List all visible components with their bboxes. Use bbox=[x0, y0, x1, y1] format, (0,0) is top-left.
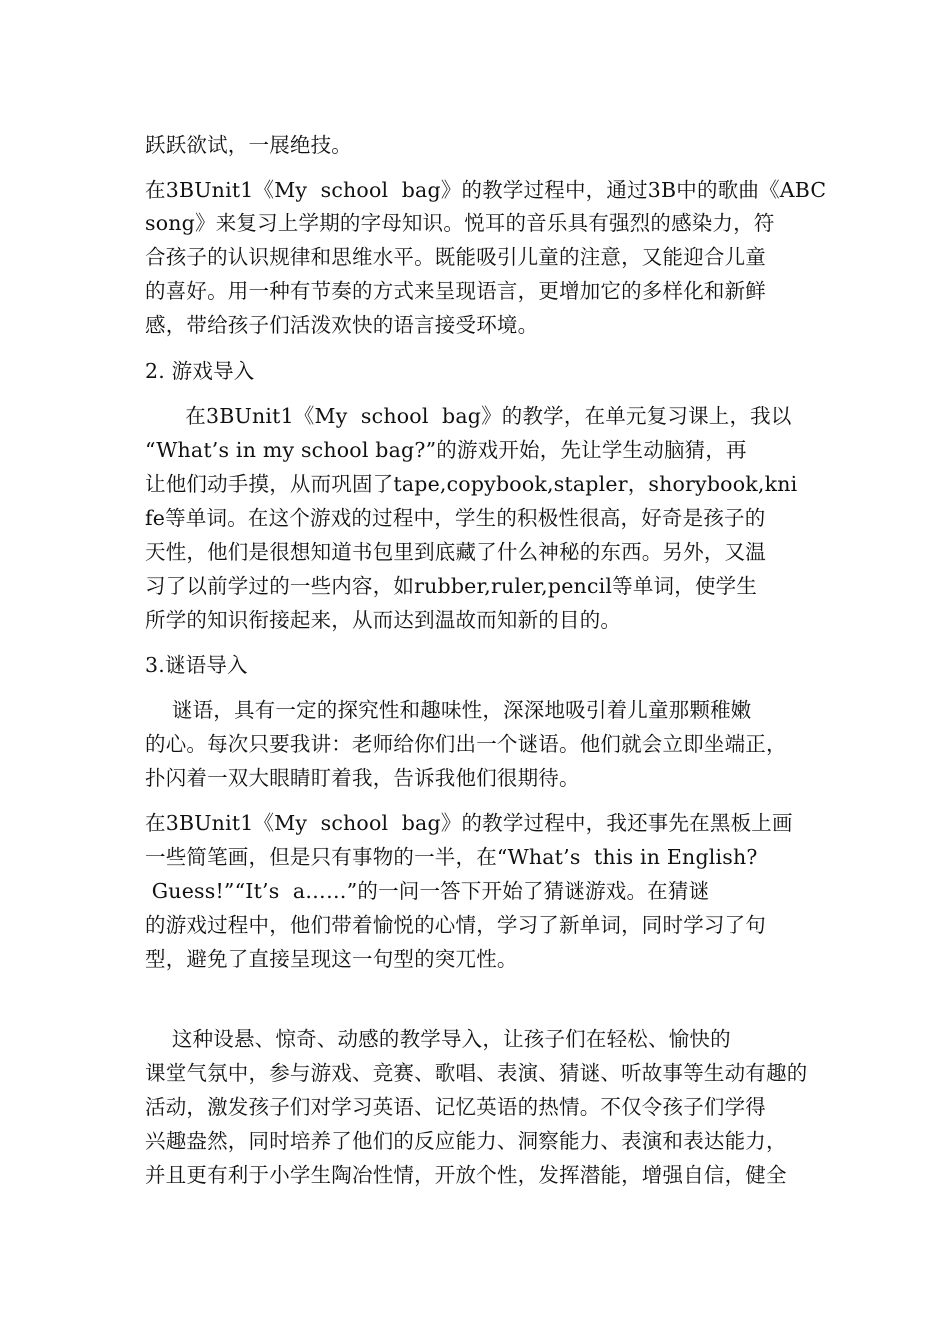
text-line: 扑闪着一双大眼睛盯着我，告诉我他们很期待。 bbox=[145, 766, 580, 790]
text-line: 习了以前学过的一些内容，如rubber,ruler,pencil等单词，使学生 bbox=[145, 574, 758, 598]
text-line: 让他们动手摸，从而巩固了tape,copybook,stapler，shorybook,kni bbox=[145, 472, 798, 496]
text-line: 的游戏过程中，他们带着愉悦的心情，学习了新单词，同时学习了句 bbox=[145, 913, 766, 937]
text-line: 兴趣盎然，同时培养了他们的反应能力、洞察能力、表演和表达能力， bbox=[145, 1129, 787, 1153]
text-line: 跃跃欲试，一展绝技。 bbox=[145, 133, 352, 157]
text-line: “What’s in my school bag?”的游戏开始，先让学生动脑猜，再 bbox=[145, 438, 747, 462]
text-line: fe等单词。在这个游戏的过程中，学生的积极性很高，好奇是孩子的 bbox=[145, 506, 766, 530]
text-line: 活动，激发孩子们对学习英语、记忆英语的热情。不仅令孩子们学得 bbox=[145, 1095, 766, 1119]
text-line: 天性，他们是很想知道书包里到底藏了什么神秘的东西。另外，又温 bbox=[145, 540, 766, 564]
text-line: 一些简笔画，但是只有事物的一半，在“What’s this in English? bbox=[145, 845, 758, 869]
text-line: 的喜好。用一种有节奏的方式来呈现语言，更增加它的多样化和新鲜 bbox=[145, 279, 766, 303]
text-line: 在3BUnit1《My school bag》的教学，在单元复习课上，我以 bbox=[145, 404, 792, 428]
text-line: Guess!”“It’s a……”的一问一答下开始了猜谜游戏。在猜谜 bbox=[145, 879, 710, 903]
text-line: 并且更有利于小学生陶冶性情，开放个性，发挥潜能，增强自信，健全 bbox=[145, 1163, 787, 1187]
text-line: 这种设悬、惊奇、动感的教学导入，让孩子们在轻松、愉快的 bbox=[145, 1027, 731, 1051]
section-heading: 3.谜语导入 bbox=[145, 653, 248, 677]
text-line: song》来复习上学期的字母知识。悦耳的音乐具有强烈的感染力，符 bbox=[145, 211, 775, 235]
section-heading: 2. 游戏导入 bbox=[145, 359, 255, 383]
text-line: 合孩子的认识规律和思维水平。既能吸引儿童的注意，又能迎合儿童 bbox=[145, 245, 766, 269]
text-line: 谜语，具有一定的探究性和趣味性，深深地吸引着儿童那颗稚嫩 bbox=[145, 698, 752, 722]
text-line: 课堂气氛中，参与游戏、竞赛、歌唱、表演、猜谜、听故事等生动有趣的 bbox=[145, 1061, 808, 1085]
text-line: 在3BUnit1《My school bag》的教学过程中，通过3B中的歌曲《ABC bbox=[145, 178, 827, 202]
text-line: 在3BUnit1《My school bag》的教学过程中，我还事先在黑板上画 bbox=[145, 811, 793, 835]
text-line: 感，带给孩子们活泼欢快的语言接受环境。 bbox=[145, 313, 539, 337]
text-line: 所学的知识衔接起来，从而达到温故而知新的目的。 bbox=[145, 608, 622, 632]
text-line: 的心。每次只要我讲：老师给你们出一个谜语。他们就会立即坐端正， bbox=[145, 732, 787, 756]
text-line: 型，避免了直接呈现这一句型的突兀性。 bbox=[145, 947, 518, 971]
